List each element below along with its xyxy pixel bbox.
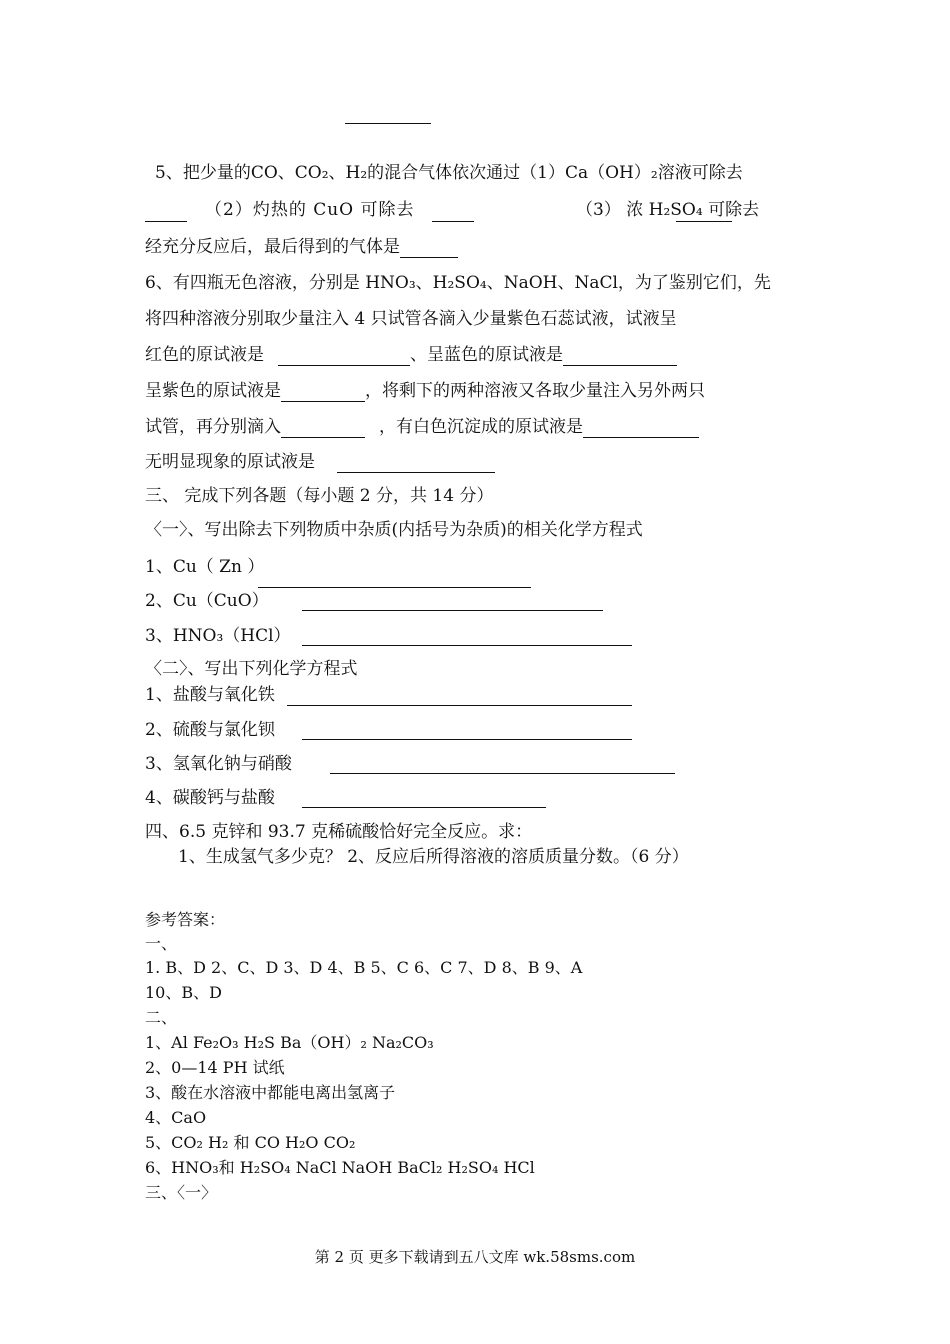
q5-line3-text: 经充分反应后，最后得到的气体是 — [145, 237, 400, 257]
q6-line1: 6、有四瓶无色溶液，分别是 HNO₃、H₂SO₄、NaOH、NaCl，为了鉴别它们，先 — [145, 273, 771, 293]
answers-line: 1. B、D 2、C、D 3、D 4、B 5、C 6、C 7、D 8、B 9、A — [145, 958, 583, 977]
answers-line: 三、〈一〉 — [145, 1183, 218, 1202]
s3-item2: 2、Cu（CuO） — [145, 591, 269, 611]
answer-blank[interactable] — [302, 610, 603, 611]
section3-sub2: 〈二〉、写出下列化学方程式 — [145, 659, 358, 679]
q6-line4 — [145, 380, 705, 402]
answer-blank[interactable] — [145, 221, 187, 222]
q5-line3 — [145, 236, 458, 258]
section4-line2: 1、生成氢气多少克？ 2、反应后所得溶液的溶质质量分数。（6 分） — [178, 847, 689, 867]
answer-blank[interactable] — [287, 705, 632, 706]
s3-eq2: 2、硫酸与氯化钡 — [145, 720, 275, 740]
answers-line: 一、 — [145, 934, 178, 953]
s3-item1: 1、Cu（ Zn ） — [145, 557, 265, 577]
page-footer: 第 2 页 更多下载请到五八文库 wk.58sms.com — [314, 1248, 636, 1266]
s3-eq4: 4、碳酸钙与盐酸 — [145, 788, 275, 808]
answers-line: 4、CaO — [145, 1108, 207, 1127]
answer-blank[interactable] — [400, 239, 458, 258]
q6-line3b: 、呈蓝色的原试液是 — [410, 345, 563, 365]
q6-line4b: ，将剩下的两种溶液又各取少量注入另外两只 — [365, 381, 705, 401]
q6-line5b: ，有白色沉淀成的原试液是 — [379, 417, 583, 437]
section4-line1: 四、6.5 克锌和 93.7 克稀硫酸恰好完全反应。求： — [145, 822, 533, 842]
q6-line6 — [145, 451, 495, 473]
q6-line5a: 试管，再分别滴入 — [145, 417, 281, 437]
section3-sub1: 〈一〉、写出除去下列物质中杂质(内括号为杂质)的相关化学方程式 — [145, 520, 643, 540]
q5-line1: 5、把少量的CO、CO₂、H₂的混合气体依次通过（1）Ca（OH）₂溶液可除去 — [155, 163, 743, 183]
answers-line: 1、Al Fe₂O₃ H₂S Ba（OH）₂ Na₂CO₃ — [145, 1033, 434, 1052]
answer-blank[interactable] — [337, 454, 495, 473]
answer-blank[interactable] — [258, 587, 531, 588]
s3-eq1: 1、盐酸与氧化铁 — [145, 685, 275, 705]
answer-blank[interactable] — [583, 419, 699, 438]
answer-blank[interactable] — [278, 347, 410, 366]
q6-line6-text: 无明显现象的原试液是 — [145, 452, 315, 472]
s3-eq3: 3、氢氧化钠与硝酸 — [145, 754, 292, 774]
answer-blank[interactable] — [345, 123, 431, 124]
s3-item3: 3、HNO₃（HCl） — [145, 626, 291, 646]
answers-line: 6、HNO₃和 H₂SO₄ NaCl NaOH BaCl₂ H₂SO₄ HCl — [145, 1158, 535, 1177]
answer-blank[interactable] — [281, 419, 365, 438]
answer-blank[interactable] — [281, 383, 365, 402]
q6-line3 — [145, 344, 677, 366]
answers-line: 5、CO₂ H₂ 和 CO H₂O CO₂ — [145, 1133, 356, 1152]
q6-line3a: 红色的原试液是 — [145, 345, 264, 365]
answer-blank[interactable] — [563, 347, 677, 366]
q6-line4a: 呈紫色的原试液是 — [145, 381, 281, 401]
answers-line: 2、0—14 PH 试纸 — [145, 1058, 285, 1077]
q5-part2: （2）灼热的 CuO 可除去 — [205, 200, 415, 220]
answer-blank[interactable] — [302, 739, 632, 740]
section3-heading: 三、 完成下列各题（每小题 2 分，共 14 分） — [145, 486, 494, 506]
answer-blank[interactable] — [302, 645, 632, 646]
q6-line5 — [145, 416, 699, 438]
answers-line: 二、 — [145, 1008, 178, 1027]
answers-title: 参考答案： — [145, 910, 226, 929]
q6-line2: 将四种溶液分别取少量注入 4 只试管各滴入少量紫色石蕊试液，试液呈 — [145, 309, 677, 329]
answer-blank[interactable] — [330, 773, 675, 774]
answers-line: 10、B、D — [145, 983, 222, 1002]
answers-line: 3、酸在水溶液中都能电离出氢离子 — [145, 1083, 396, 1102]
answer-blank[interactable] — [302, 807, 546, 808]
q5-part3: （3） 浓 H₂SO₄ 可除去 — [576, 200, 760, 220]
answer-blank[interactable] — [676, 221, 732, 222]
answer-blank[interactable] — [432, 221, 474, 222]
